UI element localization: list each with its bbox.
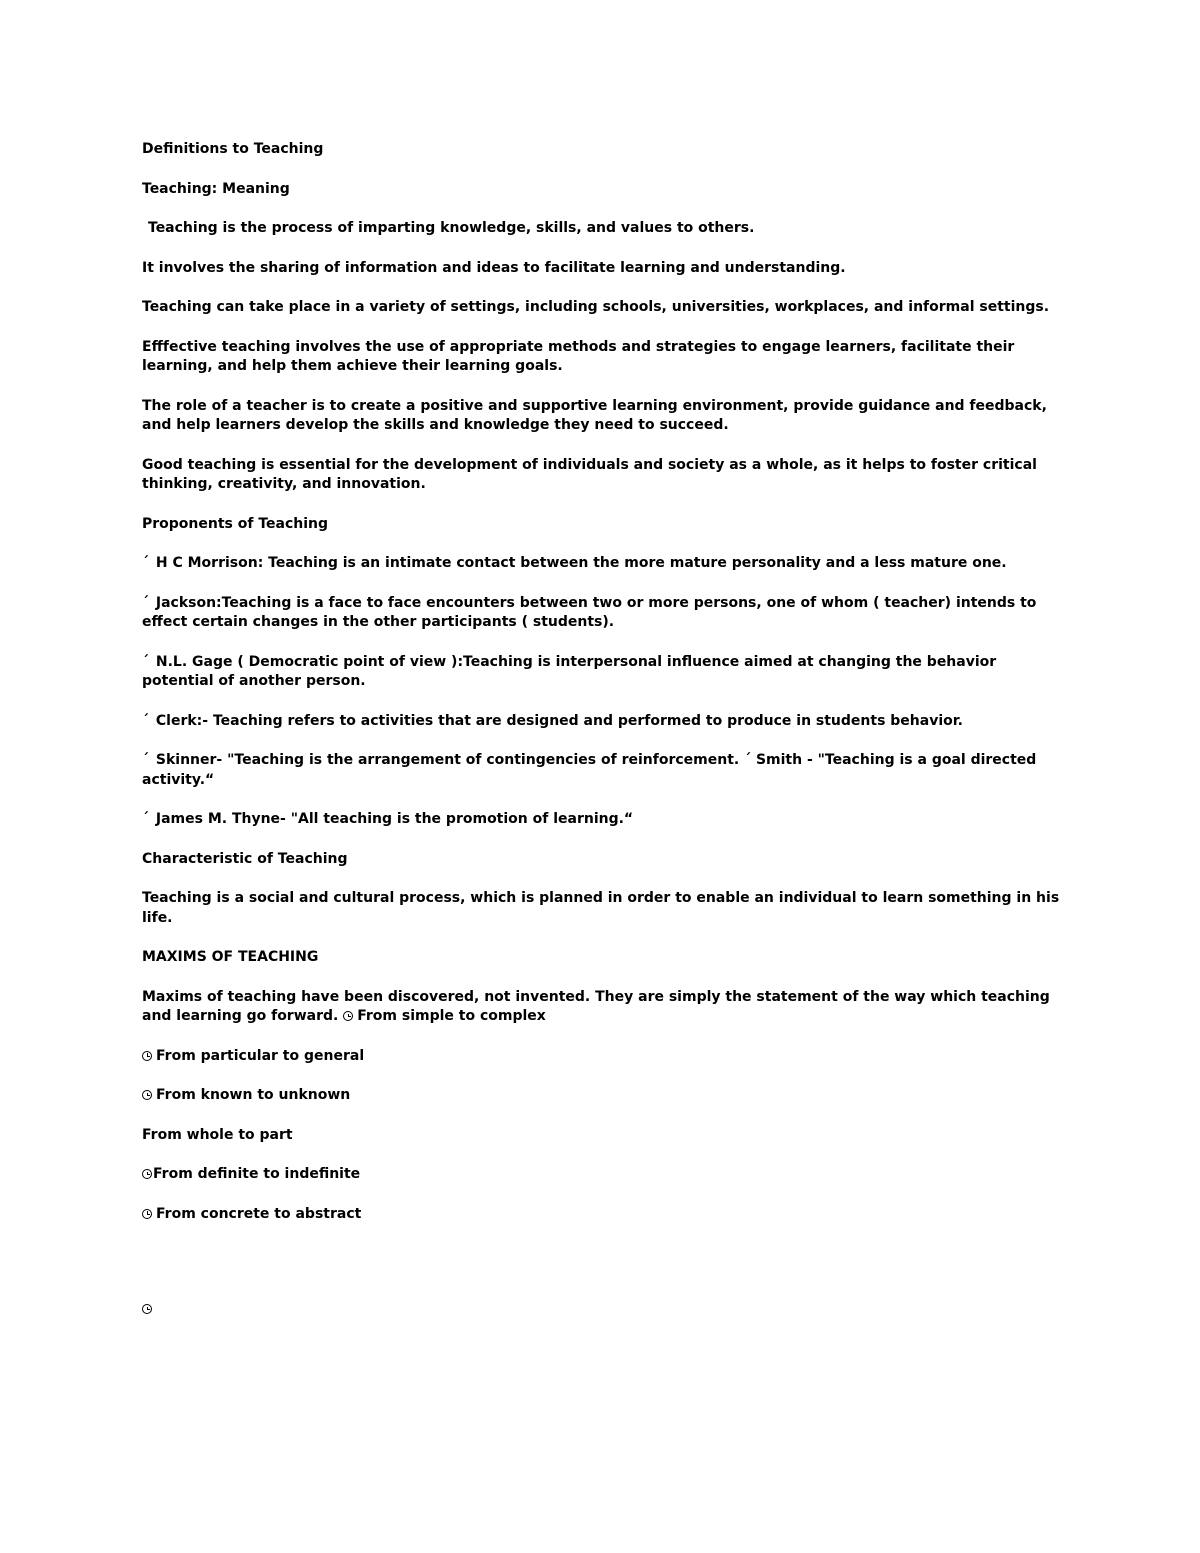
meaning-paragraph-6: Good teaching is essential for the development of individuals and society as a whole, as it helps to foster critical thinking, creativity, and innovation. xyxy=(142,456,1037,492)
meaning-paragraph-1: Teaching is the process of imparting knowledge, skills, and values to others. xyxy=(148,220,755,236)
proponent-text: Jackson:Teaching is a face to face encounters between two or more persons, one of whom ( teacher) intends to effect certain changes in the other participants ( students). xyxy=(142,594,1037,630)
maxims-intro xyxy=(142,988,1067,1027)
proponent-item xyxy=(142,594,1067,633)
maxim-item xyxy=(142,1086,1067,1106)
proponent-item xyxy=(142,554,1067,574)
document-page xyxy=(142,140,1067,1340)
clock-symbol-icon xyxy=(343,1011,353,1021)
proponent-marker: ´ xyxy=(142,712,149,729)
proponents-heading: Proponents of Teaching xyxy=(142,515,329,532)
meaning-heading: Teaching: Meaning xyxy=(142,180,290,197)
meaning-paragraph-5: The role of a teacher is to create a positive and supportive learning environment, provide guidance and feedback, and help learners develop the skills and knowledge they need to succeed. xyxy=(142,397,1047,433)
maxims-heading: MAXIMS OF TEACHING xyxy=(142,949,319,965)
clock-symbol-icon xyxy=(142,1169,152,1179)
maxim-item xyxy=(142,1205,1067,1225)
trailing-symbol xyxy=(142,1300,1067,1320)
proponent-item xyxy=(142,712,1067,732)
proponent-text: H C Morrison: Teaching is an intimate contact between the more mature personality and a less mature one. xyxy=(155,555,1007,571)
proponent-marker: ´ xyxy=(142,594,149,611)
proponent-text: N.L. Gage ( Democratic point of view ):Teaching is interpersonal influence aimed at changing the behavior potential of another person. xyxy=(142,653,997,689)
proponent-text: James M. Thyne- "All teaching is the promotion of learning.“ xyxy=(155,811,634,827)
clock-symbol-icon xyxy=(142,1090,152,1100)
clock-symbol-icon xyxy=(142,1209,152,1219)
maxim-text: From whole to part xyxy=(142,1126,293,1143)
maxim-item xyxy=(142,1126,1067,1146)
proponent-text: Clerk:- Teaching refers to activities that are designed and performed to produce in students behavior. xyxy=(155,712,963,729)
maxim-text: From known to unknown xyxy=(156,1087,351,1103)
proponent-item xyxy=(142,810,1067,830)
document-title: Definitions to Teaching xyxy=(142,141,324,157)
maxim-item xyxy=(142,1165,1067,1185)
proponent-marker: ´ xyxy=(142,653,149,670)
maxim-text: From particular to general xyxy=(156,1047,365,1064)
blank-space xyxy=(142,1244,1067,1300)
maxim-text: From simple to complex xyxy=(357,1008,546,1024)
maxim-item xyxy=(142,1047,1067,1067)
meaning-paragraph-2: It involves the sharing of information and ideas to facilitate learning and understanding. xyxy=(142,259,846,276)
characteristic-text: Teaching is a social and cultural process, which is planned in order to enable an individual to learn something in his life. xyxy=(142,890,1060,926)
proponent-item xyxy=(142,653,1067,692)
meaning-paragraph-4: Efffective teaching involves the use of appropriate methods and strategies to engage learners, facilitate their learning, and help them achieve their learning goals. xyxy=(142,338,1015,374)
maxims-intro-text: Maxims of teaching have been discovered, not invented. They are simply the statement of the way which teaching and learning go forward. xyxy=(142,988,1050,1024)
proponent-marker: ´ xyxy=(142,752,149,768)
characteristic-heading: Characteristic of Teaching xyxy=(142,850,348,867)
proponent-item xyxy=(142,751,1067,790)
maxim-text: From concrete to abstract xyxy=(156,1205,362,1222)
meaning-paragraph-3: Teaching can take place in a variety of settings, including schools, universities, workplaces, and informal settings. xyxy=(142,299,1050,315)
clock-symbol-icon xyxy=(142,1304,152,1314)
proponent-marker: ´ xyxy=(142,555,149,571)
proponent-text: Skinner- "Teaching is the arrangement of contingencies of reinforcement. ´ Smith - "Teaching is a goal directed activity.“ xyxy=(142,752,1037,788)
clock-symbol-icon xyxy=(142,1051,152,1061)
proponent-marker: ´ xyxy=(142,811,149,827)
maxim-text: From definite to indefinite xyxy=(153,1166,361,1182)
